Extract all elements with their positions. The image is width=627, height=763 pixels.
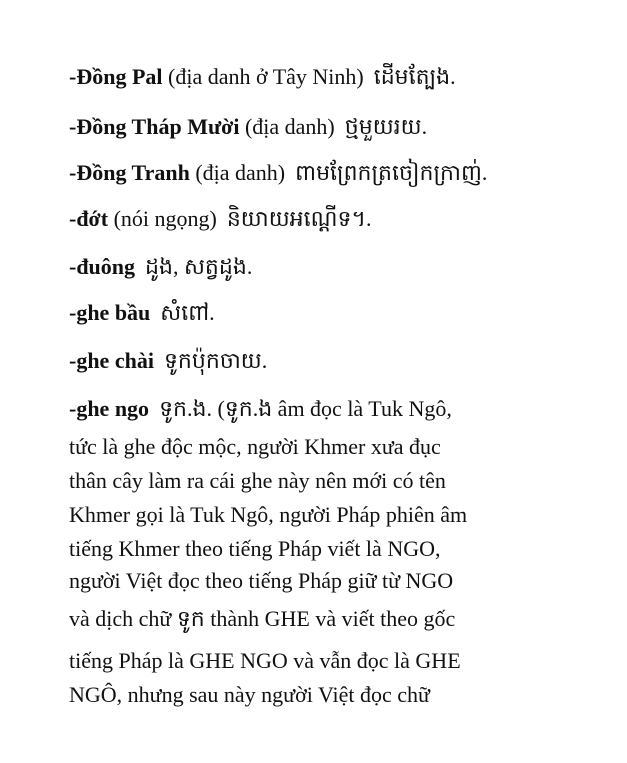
paragraph-line: tiếng Khmer theo tiếng Pháp viết là NGO,	[69, 536, 441, 561]
entry-dot	[69, 206, 371, 232]
entry-note: (nói ngọng)	[108, 206, 217, 231]
entry-dong-pal	[69, 64, 456, 90]
entry-term: -ghe chài	[69, 348, 154, 373]
paragraph-line: thân cây làm ra cái ghe này nên mới có tên	[69, 468, 446, 493]
entry-khmer: និយាយអណ្តើទ។.	[226, 206, 372, 231]
entry-term: -Đồng Pal	[69, 64, 163, 89]
paragraph-line: Khmer gọi là Tuk Ngô, người Pháp phiên âm	[69, 502, 468, 527]
entry-dong-tranh	[69, 160, 487, 186]
paragraph-line: tiếng Pháp là GHE NGO và vẫn đọc là GHE	[69, 648, 461, 673]
paragraph-line: và dịch chữ ទូក thành GHE và viết theo gốc	[69, 606, 456, 631]
entry-term: -ghe bầu	[69, 300, 151, 325]
paragraph-line: người Việt đọc theo tiếng Pháp giữ từ NGO	[69, 568, 454, 593]
paragraph-line: NGÔ, nhưng sau này người Việt đọc chữ	[69, 682, 430, 707]
entry-ghe-ngo	[69, 396, 452, 422]
entry-khmer: ពាមព្រែកត្រចៀកក្រាញ់.	[295, 160, 488, 185]
entry-note: (địa danh)	[189, 160, 286, 185]
entry-term: -Đồng Tranh	[69, 160, 190, 185]
entry-khmer: ដូង, សត្វដូង.	[145, 254, 253, 279]
entry-term: -ghe ngo	[69, 396, 150, 421]
entry-dong-thap-muoi	[69, 114, 427, 140]
entry-term: -đuông	[69, 254, 136, 279]
entry-khmer: ទូក.ង. (ទូក.ង âm đọc là Tuk Ngô,	[159, 396, 452, 421]
entry-khmer: ទូកប៉ុកចាយ.	[163, 348, 268, 373]
entry-note: (địa danh)	[239, 114, 335, 139]
entry-ghe-bau	[69, 300, 215, 326]
entry-term: -đớt	[69, 206, 109, 231]
entry-duong	[69, 254, 252, 280]
paragraph-line: tức là ghe độc mộc, người Khmer xưa đục	[69, 434, 441, 459]
entry-note: (địa danh ở Tây Ninh)	[162, 64, 364, 89]
entry-khmer: សំពៅ.	[160, 300, 215, 325]
entry-khmer: ថ្មមួយរយ.	[344, 114, 428, 139]
entry-term: -Đồng Tháp Mười	[69, 114, 240, 139]
entry-khmer: ដើមត្បែង.	[373, 64, 456, 89]
entry-ghe-chai	[69, 348, 267, 374]
